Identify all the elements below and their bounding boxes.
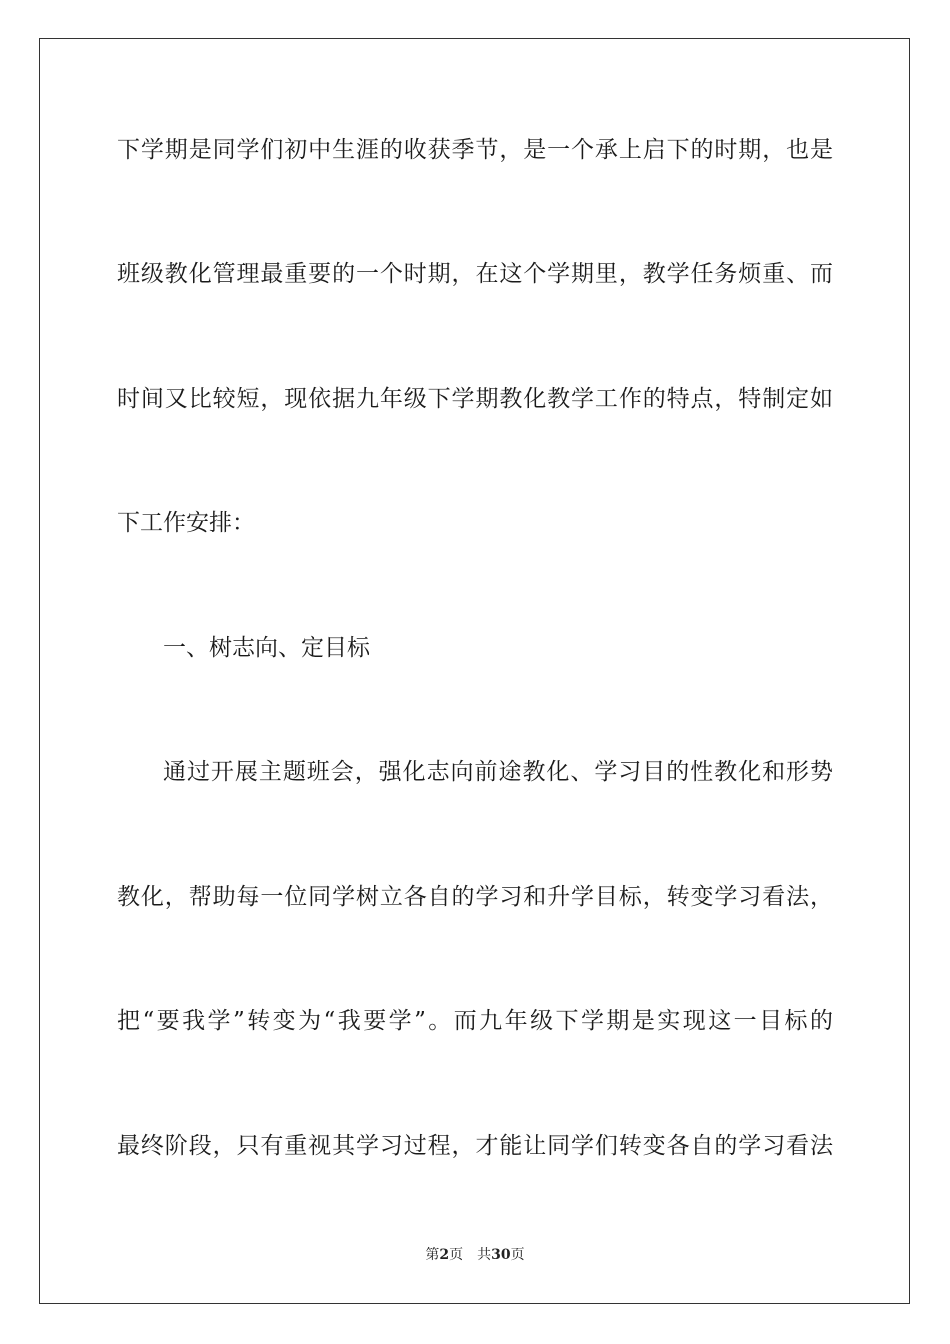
total-prefix: 共	[477, 1247, 492, 1263]
page-border	[39, 38, 910, 1304]
text-line-3: 时间又比较短，现依据九年级下学期教化教学工作的特点，特制定如	[117, 386, 833, 412]
page-prefix: 第	[425, 1247, 440, 1263]
text-line-4: 下工作安排：	[117, 510, 255, 536]
page-number: 2	[439, 1247, 450, 1263]
text-line-8: 把“要我学”转变为“我要学”。而九年级下学期是实现这一目标的	[117, 1008, 833, 1034]
text-line-2: 班级教化管理最重要的一个时期，在这个学期里，教学任务烦重、而	[117, 261, 833, 287]
text-line-1: 下学期是同学们初中生涯的收获季节，是一个承上启下的时期，也是	[117, 137, 833, 163]
text-line-7: 教化，帮助每一位同学树立各自的学习和升学目标，转变学习看法，	[117, 884, 833, 910]
text-line-6: 通过开展主题班会，强化志向前途教化、学习目的性教化和形势	[163, 759, 833, 785]
page-suffix: 页	[449, 1247, 464, 1263]
section-heading: 一、树志向、定目标	[163, 635, 370, 661]
text-line-9: 最终阶段，只有重视其学习过程，才能让同学们转变各自的学习看法	[117, 1133, 833, 1159]
total-pages: 30	[491, 1247, 511, 1263]
page-footer	[0, 1246, 950, 1264]
total-suffix: 页	[510, 1247, 525, 1263]
